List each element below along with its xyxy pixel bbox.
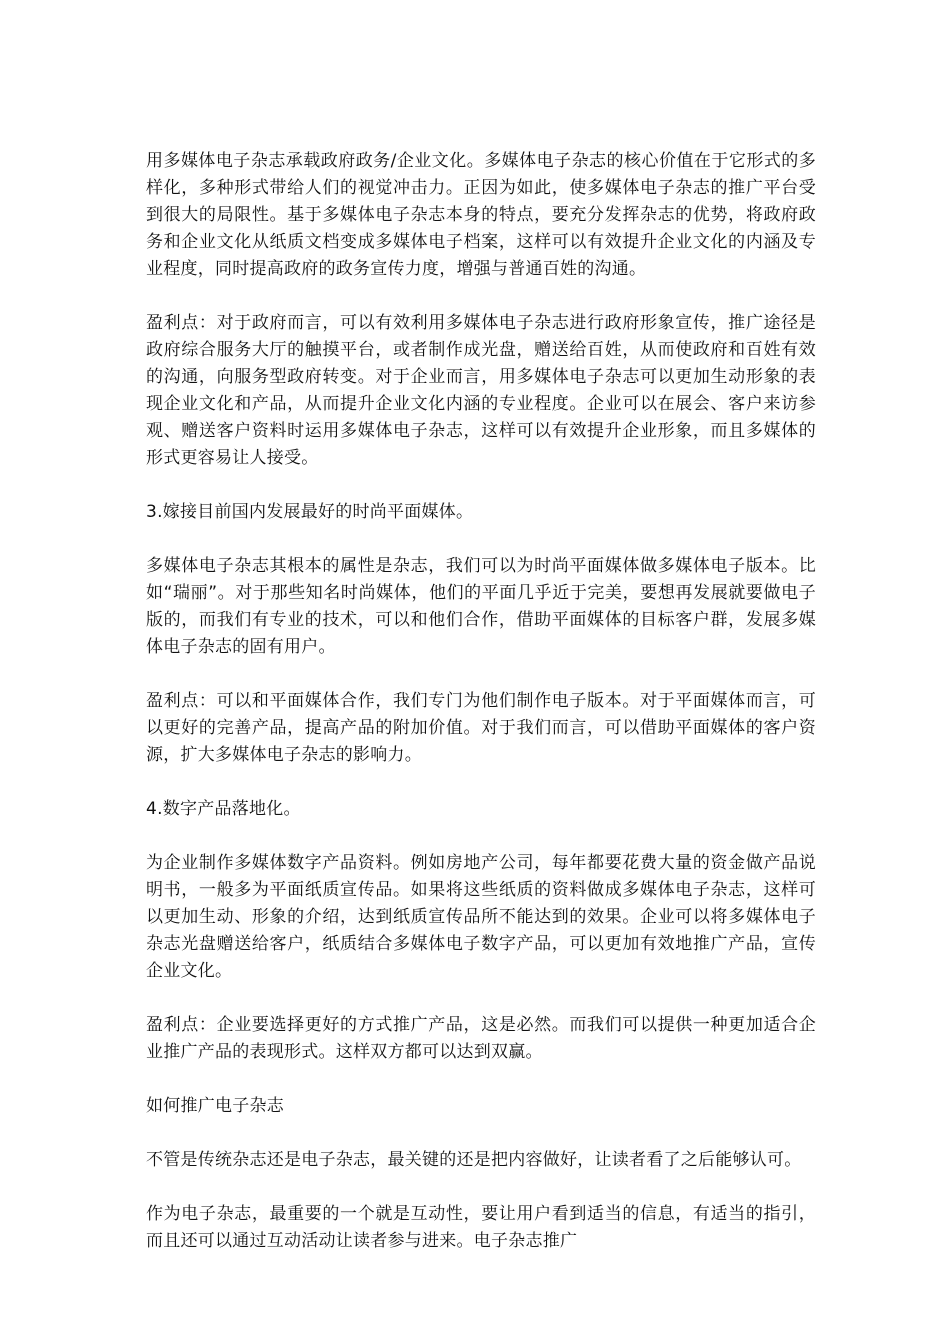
heading-digital-products: 4.数字产品落地化。	[146, 799, 301, 819]
paragraph-gov-enterprise-culture: 用多媒体电子杂志承载政府政务/企业文化。多媒体电子杂志的核心价值在于它形式的多样化，多种形式带给人们的视觉冲击力。正因为如此，使多媒体电子杂志的推广平台受到很大的局限性。基于多媒体电子杂志本身的特点，要充分发挥杂志的优势，将政府政务和企业文化从纸质文档变成多媒体电子档案，这样可以有效提升企业文化的内涵及专业程度，同时提高政府的政务宣传力度，增强与普通百姓的沟通。	[146, 151, 816, 279]
paragraph-digital-products: 为企业制作多媒体数字产品资料。例如房地产公司，每年都要花费大量的资金做产品说明书，一般多为平面纸质宣传品。如果将这些纸质的资料做成多媒体电子杂志，这样可以更加生动、形象的介绍，达到纸质宣传品所不能达到的效果。企业可以将多媒体电子杂志光盘赠送给客户，纸质结合多媒体电子数字产品，可以更加有效地推广产品，宣传企业文化。	[146, 853, 816, 981]
heading-promote-ezine: 如何推广电子杂志	[146, 1096, 284, 1116]
paragraph-profit-point-enterprise: 盈利点：企业要选择更好的方式推广产品，这是必然。而我们可以提供一种更加适合企业推广产品的表现形式。这样双方都可以达到双赢。	[146, 1015, 816, 1062]
paragraph-fashion-media: 多媒体电子杂志其根本的属性是杂志，我们可以为时尚平面媒体做多媒体电子版本。比如“瑞丽”。对于那些知名时尚媒体，他们的平面几乎近于完美，要想再发展就要做电子版的，而我们有专业的技术，可以和他们合作，借助平面媒体的目标客户群，发展多媒体电子杂志的固有用户。	[146, 556, 816, 657]
paragraph-interactivity: 作为电子杂志，最重要的一个就是互动性，要让用户看到适当的信息，有适当的指引，而且还可以通过互动活动让读者参与进来。电子杂志推广	[146, 1204, 816, 1251]
paragraph-content-key: 不管是传统杂志还是电子杂志，最关键的还是把内容做好，让读者看了之后能够认可。	[146, 1150, 802, 1170]
heading-fashion-print-media: 3.嫁接目前国内发展最好的时尚平面媒体。	[146, 502, 474, 522]
document-page	[146, 148, 816, 1255]
paragraph-profit-point-gov: 盈利点：对于政府而言，可以有效利用多媒体电子杂志进行政府形象宣传，推广途径是政府综合服务大厅的触摸平台，或者制作成光盘，赠送给百姓，从而使政府和百姓有效的沟通，向服务型政府转变。对于企业而言，用多媒体电子杂志可以更加生动形象的表现企业文化和产品，从而提升企业文化内涵的专业程度。企业可以在展会、客户来访参观、赠送客户资料时运用多媒体电子杂志，这样可以有效提升企业形象，而且多媒体的形式更容易让人接受。	[146, 313, 816, 468]
paragraph-profit-point-media: 盈利点：可以和平面媒体合作，我们专门为他们制作电子版本。对于平面媒体而言，可以更好的完善产品，提高产品的附加价值。对于我们而言，可以借助平面媒体的客户资源，扩大多媒体电子杂志的影响力。	[146, 691, 816, 765]
